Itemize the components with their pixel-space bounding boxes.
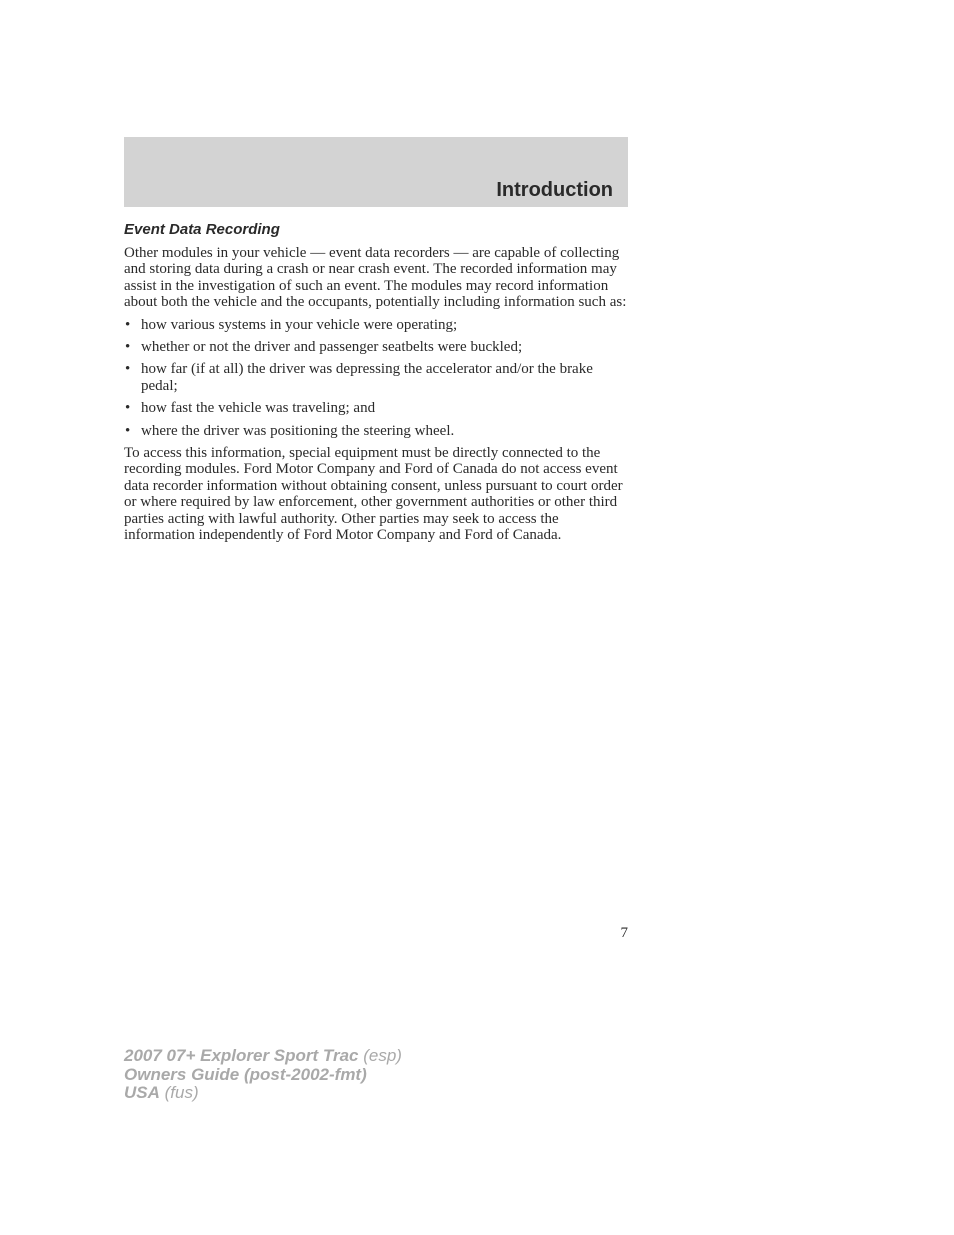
- list-item: [124, 361, 628, 394]
- list-item-text: how far (if at all) the driver was depressing the accelerator and/or the brake pedal;: [141, 361, 593, 394]
- footer-market: USA: [124, 1083, 160, 1102]
- list-item-text: how various systems in your vehicle were operating;: [141, 316, 458, 333]
- bullet-icon: •: [125, 422, 131, 439]
- list-item: [124, 339, 628, 355]
- page-number: 7: [620, 925, 628, 941]
- footer-line-3: [124, 1084, 402, 1103]
- section-heading: Event Data Recording: [124, 221, 280, 238]
- bullet-icon: •: [125, 316, 131, 333]
- list-item: [124, 400, 628, 416]
- intro-paragraph: Other modules in your vehicle — event data recorders — are capable of collecting and storing data during a crash or near crash event. The recorded information may assist in the investigation of such an event. The modules may record information about both the vehicle and the occupants, potentially including information such as:: [124, 245, 627, 311]
- footer-model: 2007 07+ Explorer Sport Trac: [124, 1046, 359, 1065]
- footer-line-2: [124, 1066, 402, 1085]
- list-item-text: how fast the vehicle was traveling; and: [141, 400, 376, 417]
- footer-line-1: [124, 1047, 402, 1066]
- list-item: [124, 317, 628, 333]
- footer-market-code: (fus): [159, 1083, 199, 1102]
- bullet-icon: •: [125, 339, 131, 356]
- page-title: Introduction: [496, 179, 613, 201]
- bullet-list: [124, 317, 628, 439]
- list-item-text: whether or not the driver and passenger seatbelts were buckled;: [141, 339, 523, 356]
- footer-guide: Owners Guide (post-2002-fmt): [124, 1064, 367, 1084]
- bullet-icon: •: [125, 361, 131, 378]
- list-item: [124, 423, 628, 439]
- bullet-icon: •: [125, 400, 131, 417]
- document-footer: [124, 1047, 402, 1103]
- section-header-band: [124, 137, 628, 207]
- list-item-text: where the driver was positioning the steering wheel.: [141, 422, 455, 439]
- main-content: [124, 220, 628, 544]
- closing-paragraph: To access this information, special equipment must be directly connected to the recording modules. Ford Motor Company and Ford of Canada do not access event data recorder information without obtaining consent, unless pursuant to court order or where required by law enforcement, other government authorities or other third parties acting with lawful authority. Other parties may seek to access the information independently of Ford Motor Company and Ford of Canada.: [124, 445, 623, 544]
- footer-model-code: (esp): [358, 1046, 402, 1065]
